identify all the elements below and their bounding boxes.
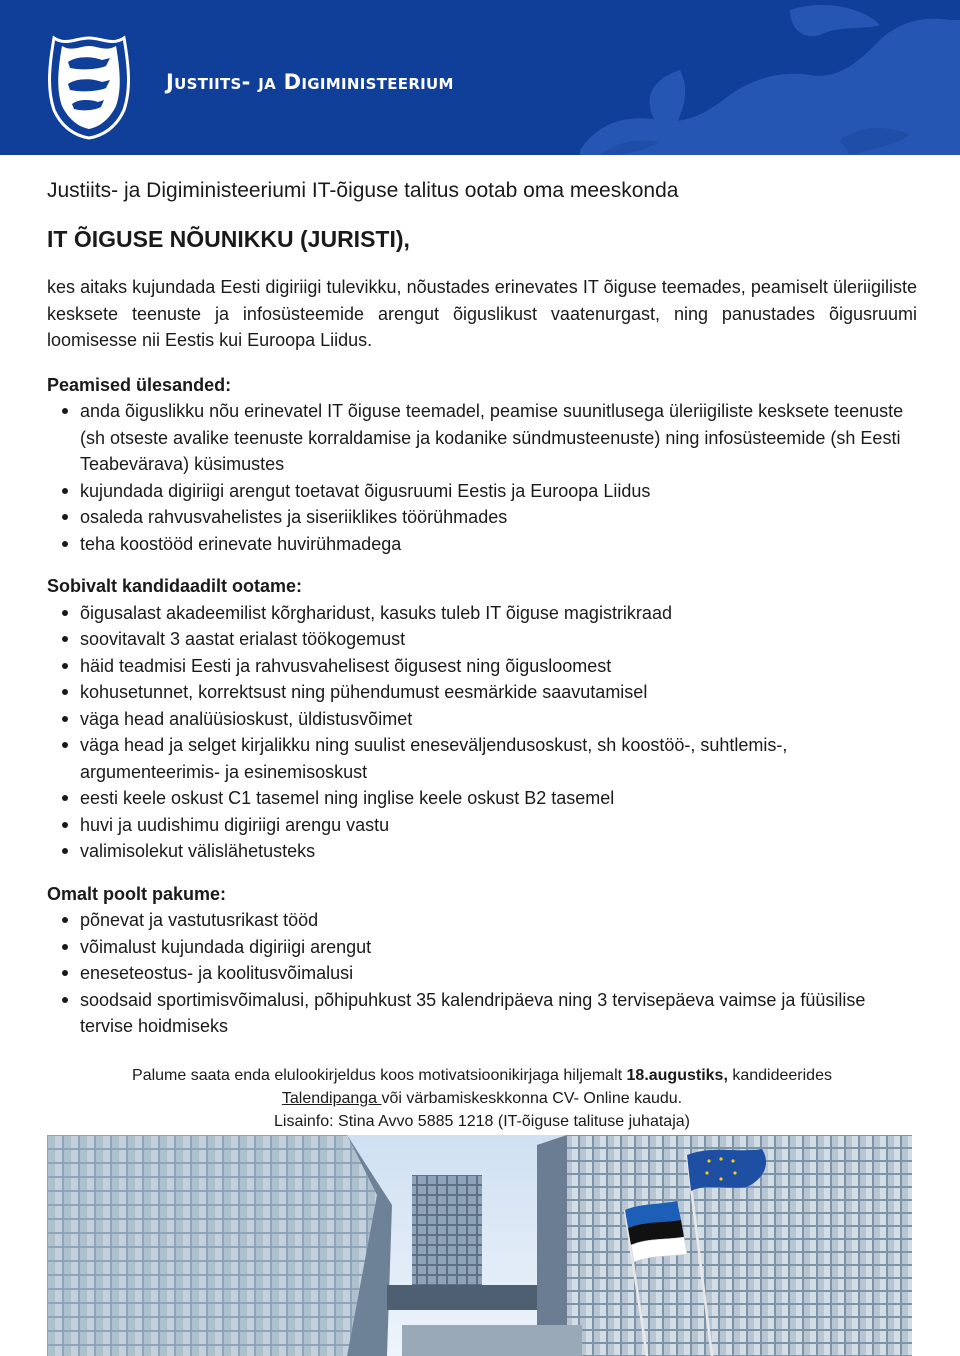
apply-channels-line: Talendipanga või värbamiskeskkonna CV- Online kaudu. (281, 1090, 683, 1107)
job-description: kes aitaks kujundada Eesti digiriigi tulevikku, nõustades erinevates IT õiguse teemades, peamiselt üleriigiliste kesksete teenuste ja infosüsteemide arengut õiguslikust vaatenurgast, ning panustades õigusruumi loomisesse nii Eestis kui Euroopa Liidus. (47, 277, 917, 350)
lion-emblem-watermark (540, 0, 960, 155)
list-item: kujundada digiriigi arengut toetavat õigusruumi Eestis ja Euroopa Liidus (80, 478, 917, 505)
bullet-icon (62, 663, 68, 669)
header-banner (0, 0, 960, 155)
ministry-building-photo (47, 1135, 912, 1356)
list-item: põnevat ja vastutusrikast tööd (80, 907, 917, 934)
list-item: soovitavalt 3 aastat erialast töökogemust (80, 626, 917, 653)
bullet-icon (62, 970, 68, 976)
list-item: väga head ja selget kirjalikku ning suulist eneseväljendusoskust, sh koostöö-, suhtlemis-, argumenteerimis- ja esinemisoskust (80, 732, 917, 785)
talendipank-link[interactable]: Talendipanga (281, 1090, 382, 1107)
bullet-icon (62, 917, 68, 923)
intro-text: Justiits- ja Digiministeeriumi IT-õiguse talitus ootab oma meeskonda (47, 179, 679, 202)
list-item: eneseteostus- ja koolitusvõimalusi (80, 960, 917, 987)
offer-list (47, 907, 917, 1040)
section-heading: Peamised ülesanded: (47, 374, 232, 395)
deadline-date: 18.augustiks, (626, 1067, 728, 1084)
bullet-icon (62, 795, 68, 801)
list-item: võimalust kujundada digiriigi arengut (80, 934, 917, 961)
list-item: valimisolekut välislähetusteks (80, 838, 917, 865)
list-item: õigusalast akadeemilist kõrgharidust, kasuks tuleb IT õiguse magistrikraad (80, 600, 917, 627)
section-requirements (47, 573, 917, 865)
bullet-icon (62, 541, 68, 547)
bullet-icon (62, 742, 68, 748)
job-title: IT ÕIGUSE NÕUNIKKU (JURISTI), (47, 226, 410, 252)
ministry-name: Justiits- ja Digiministeerium (166, 70, 454, 94)
coat-of-arms-icon (46, 32, 132, 140)
application-note (47, 1064, 917, 1133)
list-item: kohusetunnet, korrektsust ning pühendumust eesmärkide saavutamisel (80, 679, 917, 706)
bullet-icon (62, 716, 68, 722)
bullet-icon (62, 848, 68, 854)
bullet-icon (62, 822, 68, 828)
list-item: osaleda rahvusvahelistes ja siseriiklikes töörühmades (80, 504, 917, 531)
contact-line: Lisainfo: Stina Avvo 5885 1218 (IT-õiguse talituse juhataja) (274, 1113, 690, 1130)
requirements-list (47, 600, 917, 865)
section-offer (47, 881, 917, 1040)
bullet-icon (62, 514, 68, 520)
list-item: anda õiguslikku nõu erinevatel IT õiguse teemadel, peamise suunitlusega üleriigiliste kesksete teenuste (sh otseste avalike teenuste korraldamise ja kodanike sündmusteenuste) ning infosüsteemide (sh Eesti Teabevärava) küsimustes (80, 398, 917, 478)
list-item: huvi ja uudishimu digiriigi arengu vastu (80, 812, 917, 839)
list-item: eesti keele oskust C1 tasemel ning inglise keele oskust B2 tasemel (80, 785, 917, 812)
list-item: teha koostööd erinevate huvirühmadega (80, 531, 917, 558)
deadline-line: Palume saata enda elulookirjeldus koos motivatsioonikirjaga hiljemalt 18.augustiks, kandideerides (132, 1067, 832, 1084)
bullet-icon (62, 408, 68, 414)
bullet-icon (62, 689, 68, 695)
section-heading: Sobivalt kandidaadilt ootame: (47, 576, 303, 596)
bullet-icon (62, 488, 68, 494)
job-ad-content (47, 176, 917, 1056)
bullet-icon (62, 997, 68, 1003)
list-item: häid teadmisi Eesti ja rahvusvahelisest õigusest ning õigusloomest (80, 653, 917, 680)
section-tasks (47, 372, 917, 558)
bullet-icon (62, 610, 68, 616)
tasks-list (47, 398, 917, 557)
bullet-icon (62, 636, 68, 642)
list-item: soodsaid sportimisvõimalusi, põhipuhkust 35 kalendripäeva ning 3 tervisepäeva vaimse ja füüsilise tervise hoidmiseks (80, 987, 917, 1040)
section-heading: Omalt poolt pakume: (47, 883, 227, 904)
list-item: väga head analüüsioskust, üldistusvõimet (80, 706, 917, 733)
bullet-icon (62, 944, 68, 950)
